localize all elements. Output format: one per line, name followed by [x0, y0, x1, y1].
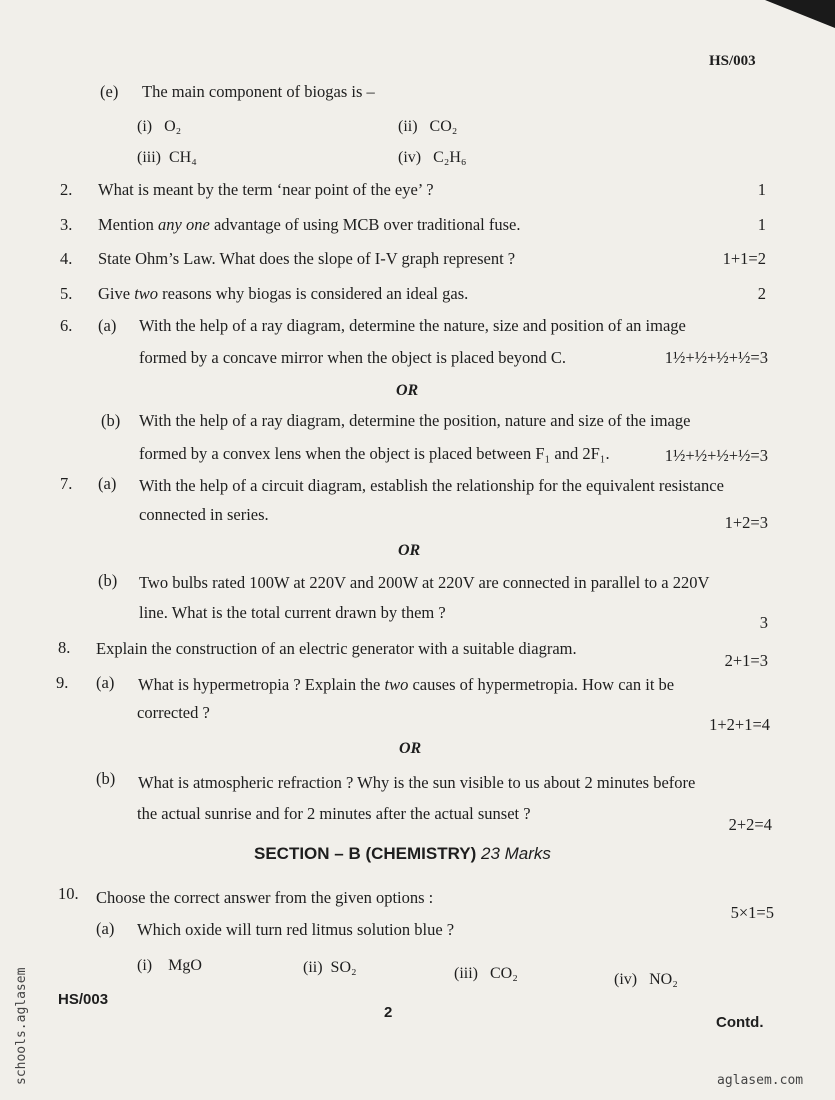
- option-label: (ii): [303, 959, 323, 976]
- page-corner-shadow: [765, 0, 835, 28]
- question-marks: 1: [757, 215, 766, 234]
- option-text: CO₂: [429, 118, 458, 135]
- q1e-option-4: [398, 149, 467, 167]
- q6b-marks: 1½+½+½+½=3: [664, 446, 768, 465]
- option-text: CH₄: [169, 149, 197, 166]
- question-text: What is meant by the term ‘near point of the eye’ ?: [98, 180, 434, 199]
- question-text: Give two reasons why biogas is considered an ideal gas.: [98, 284, 469, 303]
- q6b-line1: With the help of a ray diagram, determine the position, nature and size of the image: [139, 411, 691, 430]
- q10a-text: Which oxide will turn red litmus solution blue ?: [137, 920, 455, 939]
- option-label: (i): [137, 118, 153, 135]
- q7a-line2: connected in series.: [139, 505, 269, 524]
- question-number: 7.: [60, 474, 73, 493]
- q1e-option-3: [137, 149, 197, 167]
- q8-text: Explain the construction of an electric generator with a suitable diagram.: [96, 639, 577, 658]
- section-b-heading: SECTION – B (CHEMISTRY) 23 Marks: [254, 844, 551, 863]
- question-number: 6.: [60, 316, 73, 335]
- question-marks: 1+1=2: [722, 249, 766, 268]
- question-marks: 2: [757, 284, 766, 303]
- or-separator: OR: [398, 542, 421, 559]
- question-number: 3.: [60, 215, 73, 234]
- q7b-line2: line. What is the total current drawn by them ?: [139, 603, 446, 622]
- option-text: NO₂: [649, 971, 678, 988]
- q6a-marks: 1½+½+½+½=3: [664, 348, 768, 367]
- q7a-label: (a): [98, 474, 117, 493]
- option-label: (iv): [398, 149, 422, 166]
- question-text: State Ohm’s Law. What does the slope of I-V graph represent ?: [98, 249, 516, 268]
- q9b-marks: 2+2=4: [728, 815, 772, 834]
- question-number: 10.: [58, 884, 79, 903]
- question-number: 8.: [58, 638, 71, 657]
- option-label: (iii): [454, 965, 478, 982]
- q6a-label: (a): [98, 316, 117, 335]
- side-watermark: schools.aglasem: [14, 967, 29, 1085]
- q6b-label: (b): [101, 411, 121, 430]
- q7b-marks: 3: [759, 613, 768, 632]
- q6a-line1: With the help of a ray diagram, determine the nature, size and position of an image: [139, 316, 686, 335]
- option-text: SO₂: [330, 959, 357, 976]
- q7a-marks: 1+2=3: [724, 513, 768, 532]
- option-text: O₂: [164, 118, 182, 135]
- or-separator: OR: [396, 382, 419, 399]
- option-label: (iv): [614, 971, 638, 988]
- option-text: CO₂: [490, 965, 518, 982]
- option-text: MgO: [168, 957, 202, 974]
- option-label: (i): [137, 957, 153, 974]
- q9b-line1: What is atmospheric refraction ? Why is the sun visible to us about 2 minutes before: [138, 773, 696, 792]
- option-label: (ii): [398, 118, 418, 135]
- q7b-line1: Two bulbs rated 100W at 220V and 200W at 220V are connected in parallel to a 220V: [139, 573, 710, 592]
- q9a-line1: What is hypermetropia ? Explain the two causes of hypermetropia. How can it be: [138, 675, 675, 694]
- q9b-label: (b): [96, 769, 116, 788]
- q6b-line2: formed by a convex lens when the object is placed between F₁ and 2F₁.: [139, 444, 610, 463]
- page-number: 2: [384, 1004, 393, 1021]
- q10a-label: (a): [96, 919, 115, 938]
- q9a-line2: corrected ?: [137, 703, 210, 722]
- q9a-label: (a): [96, 673, 115, 692]
- q1e-label: (e): [100, 82, 119, 101]
- bottom-watermark: aglasem.com: [717, 1073, 804, 1088]
- q8-marks: 2+1=3: [724, 651, 768, 670]
- q9b-line2: the actual sunrise and for 2 minutes after the actual sunset ?: [137, 804, 531, 823]
- option-label: (iii): [137, 149, 161, 166]
- q1e-option-1: [137, 118, 181, 136]
- question-text: Mention any one advantage of using MCB over traditional fuse.: [98, 215, 521, 234]
- q1e-option-2: [398, 118, 457, 136]
- q6a-line2: formed by a concave mirror when the object is placed beyond C.: [139, 348, 567, 367]
- contd-label: Contd.: [716, 1014, 764, 1031]
- q10-marks: 5×1=5: [730, 903, 774, 922]
- q7a-line1: With the help of a circuit diagram, establish the relationship for the equivalent resistance: [139, 476, 724, 495]
- q10a-option-3: [454, 965, 518, 983]
- q7b-label: (b): [98, 571, 118, 590]
- q10-text: Choose the correct answer from the given options :: [96, 888, 434, 907]
- header-code: HS/003: [709, 53, 756, 69]
- question-number: 5.: [60, 284, 73, 303]
- question-marks: 1: [757, 180, 766, 199]
- question-number: 2.: [60, 180, 73, 199]
- or-separator: OR: [399, 740, 422, 757]
- option-text: C₂H₆: [433, 149, 467, 166]
- q9a-marks: 1+2+1=4: [709, 715, 770, 734]
- footer-code: HS/003: [58, 991, 109, 1008]
- question-number: 9.: [56, 673, 69, 692]
- q10a-option-1: [137, 957, 202, 975]
- question-number: 4.: [60, 249, 73, 268]
- q10a-option-2: [303, 959, 357, 977]
- q1e-text: The main component of biogas is –: [142, 82, 375, 101]
- q10a-option-4: [614, 971, 678, 989]
